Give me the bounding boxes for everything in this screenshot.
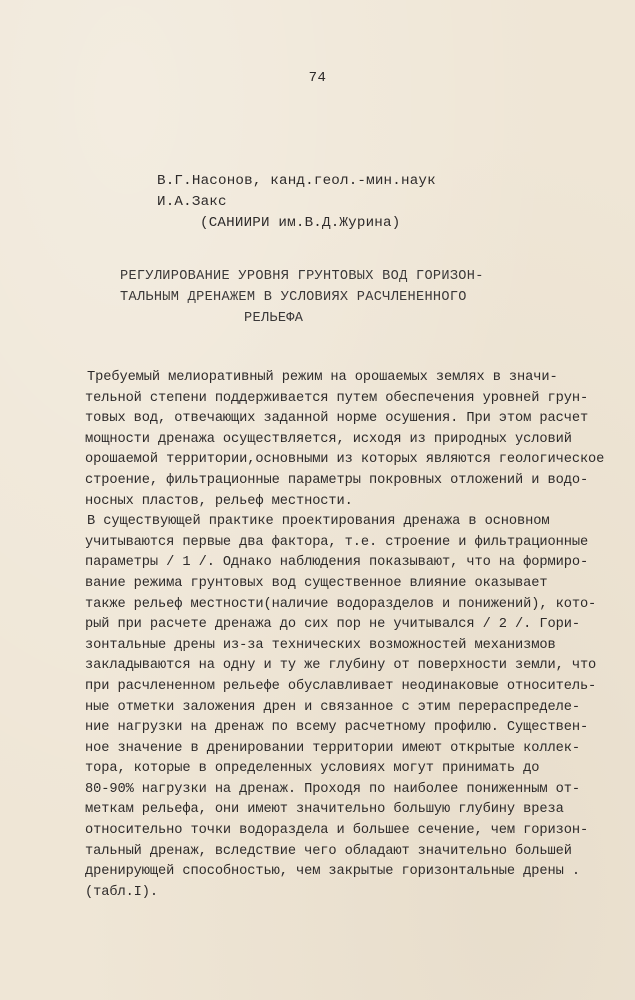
paragraph-1 [87, 368, 607, 512]
paragraph-2 [87, 512, 607, 903]
page-number: 74 [308, 70, 327, 86]
title-line-3: РЕЛЬЕФА [244, 311, 304, 326]
text-line: учитываются первые два фактора, т.е. строение и фильтрационные [85, 534, 589, 550]
text-line: товых вод, отвечающих заданной норме осушения. При этом расчет [85, 411, 589, 427]
author-affiliation: (САНИИРИ им.В.Д.Журина) [200, 215, 401, 231]
text-line: ные отметки заложения дрен и связанное с этим перераспределе- [85, 699, 580, 715]
text-line: строение, фильтрационные параметры покровных отложений и водо- [85, 472, 589, 488]
text-line: рый при расчете дренажа до сих пор не учитывался / 2 /. Гори- [85, 617, 580, 633]
text-line: тора, которые в определенных условиях могут принимать до [85, 761, 540, 777]
text-line: В существующей практике проектирования дренажа в основном [87, 514, 550, 530]
text-line: носных пластов, рельеф местности. [85, 493, 353, 509]
body-text [87, 368, 607, 903]
author-line-1: В.Г.Насонов, канд.геол.-мин.наук [157, 173, 436, 189]
text-line: орошаемой территории,основными из которых являются геологическое [85, 452, 605, 468]
text-line: дренирующей способностью, чем закрытые горизонтальные дрены . [85, 864, 580, 880]
text-line: также рельеф местности(наличие водоразделов и понижений), кото- [85, 596, 597, 612]
article-title [120, 266, 520, 329]
text-line: зонтальные дрены из-за технических возможностей механизмов [85, 637, 556, 653]
title-line-2: ТАЛЬНЫМ ДРЕНАЖЕМ В УСЛОВИЯХ РАСЧЛЕНЕННОГО [120, 290, 467, 305]
text-line: ное значение в дренировании территории имеют открытые коллек- [85, 740, 580, 756]
author-line-2: И.А.Закс [157, 194, 227, 210]
text-line: параметры / 1 /. Однако наблюдения показывают, что на формиро- [85, 555, 589, 571]
authors-block [157, 171, 436, 234]
text-line: 80-90% нагрузки на дренаж. Проходя по наиболее пониженным от- [85, 781, 580, 797]
text-line: закладываются на одну и ту же глубину от поверхности земли, что [85, 658, 597, 674]
title-line-1: РЕГУЛИРОВАНИЕ УРОВНЯ ГРУНТОВЫХ ВОД ГОРИЗОН- [120, 269, 484, 284]
text-line: относительно точки водораздела и большее сечение, чем горизон- [85, 823, 589, 839]
text-line: (табл.I). [85, 884, 159, 900]
text-line: меткам рельефа, они имеют значительно большую глубину вреза [85, 802, 564, 818]
text-line: Требуемый мелиоративный режим на орошаемых землях в значи- [87, 370, 558, 385]
text-line: при расчлененном рельефе обуславливает неодинаковые относитель- [85, 678, 597, 694]
text-line: тельной степени поддерживается путем обеспечения уровней грун- [85, 390, 589, 406]
text-line: ние нагрузки на дренаж по всему расчетному профилю. Существен- [85, 720, 589, 736]
text-line: вание режима грунтовых вод существенное влияние оказывает [85, 575, 548, 591]
text-line: тальный дренаж, вследствие чего обладают значительно большей [85, 843, 572, 859]
text-line: мощности дренажа осуществляется, исходя из природных условий [85, 431, 572, 447]
